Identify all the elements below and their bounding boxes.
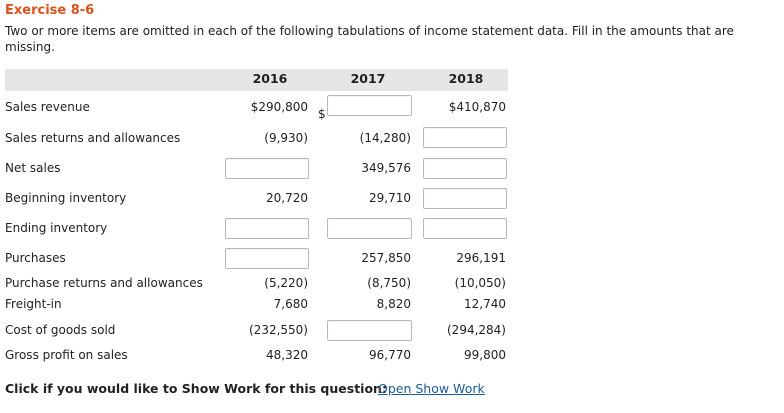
dollar-sign: $ (318, 107, 326, 121)
value-2018: 99,800 (464, 348, 506, 362)
cost-of-goods-sold-2017-input[interactable] (327, 320, 412, 341)
row-label: Freight-in (5, 297, 62, 311)
value-2018: $410,870 (448, 100, 506, 114)
table-header (5, 69, 508, 91)
value-2017: 257,850 (361, 251, 411, 265)
ending-inventory-2018-input[interactable] (423, 218, 507, 239)
net-sales-2016-input[interactable] (225, 158, 309, 179)
ending-inventory-2016-input[interactable] (225, 218, 309, 239)
year-header-2017: 2017 (350, 71, 386, 86)
row-label: Cost of goods sold (5, 323, 116, 337)
ending-inventory-2017-input[interactable] (327, 218, 412, 239)
value-2017: 29,710 (369, 191, 411, 205)
value-2017: (8,750) (367, 276, 411, 290)
value-2017: (14,280) (359, 131, 411, 145)
value-2016: 7,680 (273, 297, 308, 311)
net-sales-2018-input[interactable] (423, 158, 507, 179)
value-2018: (294,284) (447, 323, 506, 337)
row-label: Ending inventory (5, 221, 108, 235)
row-label: Beginning inventory (5, 191, 127, 205)
exercise-title: Exercise 8-6 (5, 3, 95, 18)
row-label: Sales revenue (5, 100, 90, 114)
row-label: Purchase returns and allowances (5, 276, 203, 290)
sales-returns-2018-input[interactable] (423, 127, 507, 148)
row-label: Sales returns and allowances (5, 131, 181, 145)
value-2016: 48,320 (266, 348, 308, 362)
year-header-2016: 2016 (252, 71, 288, 86)
value-2017: 96,770 (369, 348, 411, 362)
value-2018: 12,740 (464, 297, 506, 311)
sales-revenue-2017-input[interactable] (327, 95, 412, 116)
row-label: Gross profit on sales (5, 348, 128, 362)
value-2016: (5,220) (264, 276, 308, 290)
value-2017: 349,576 (361, 161, 411, 175)
purchases-2016-input[interactable] (225, 248, 309, 269)
row-label: Purchases (5, 251, 66, 265)
show-work-prompt: Click if you would like to Show Work for this question: (5, 381, 387, 396)
value-2016: $290,800 (250, 100, 308, 114)
value-2017: 8,820 (376, 297, 411, 311)
open-show-work-link[interactable]: Open Show Work (378, 381, 485, 396)
value-2016: (232,550) (249, 323, 308, 337)
value-2018: 296,191 (456, 251, 506, 265)
beginning-inventory-2018-input[interactable] (423, 188, 507, 209)
value-2018: (10,050) (454, 276, 506, 290)
instructions-text: Two or more items are omitted in each of the following tabulations of income statement data. Fill in the amounts that are missing. (5, 24, 734, 54)
year-header-2018: 2018 (448, 71, 484, 86)
row-label: Net sales (5, 161, 61, 175)
value-2016: 20,720 (266, 191, 308, 205)
value-2016: (9,930) (264, 131, 308, 145)
